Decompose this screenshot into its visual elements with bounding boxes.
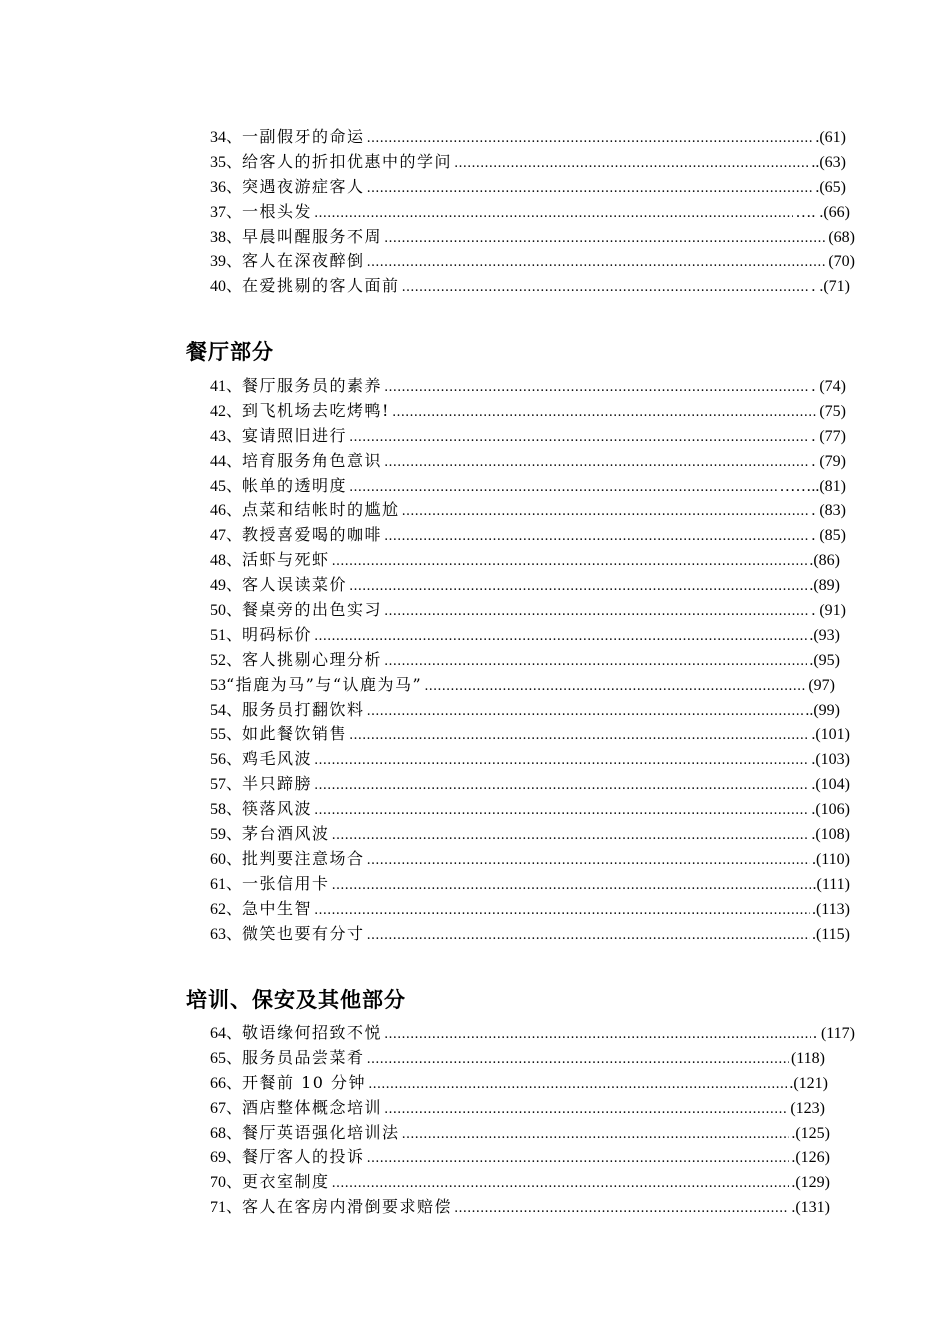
toc-entry-title: 一副假牙的命运	[242, 127, 365, 146]
toc-entry-page: .(126)	[791, 1149, 830, 1167]
toc-entry-number: 36	[210, 178, 226, 196]
toc-entry-number: 49	[210, 577, 226, 595]
toc-entry	[210, 772, 850, 797]
toc-entry-page: .(101)	[811, 726, 850, 744]
toc-entry-number: 42	[210, 402, 226, 420]
toc-entry-number: 55	[210, 726, 226, 744]
toc-leader-dots	[367, 924, 810, 949]
toc-entry-number: 70	[210, 1174, 226, 1192]
toc-entry	[210, 150, 846, 175]
toc-entry	[210, 1071, 828, 1096]
toc-leader-dots	[367, 700, 804, 725]
toc-leader-dots	[402, 1123, 790, 1148]
toc-entry-title: 服务员打翻饮料	[242, 699, 365, 719]
toc-leader-dots	[384, 376, 809, 401]
section-heading-training: 培训、保安及其他部分	[186, 988, 406, 1012]
toc-entry-title: 教授喜爱喝的咖啡	[242, 525, 383, 545]
toc-leader-dots	[384, 227, 826, 252]
toc-entry-separator: 、	[226, 276, 243, 296]
toc-leader-dots	[368, 1073, 787, 1098]
toc-entry-separator: 、	[226, 226, 243, 246]
toc-entry-separator: 、	[226, 450, 243, 470]
toc-entry-page: .(113)	[811, 900, 850, 918]
toc-entry-title: 餐厅英语强化培训法	[242, 1122, 400, 1142]
toc-entry-number: 41	[210, 378, 226, 395]
toc-entry	[210, 424, 846, 449]
toc-entry-separator: 、	[226, 600, 243, 620]
toc-entry-title: 服务员品尝菜肴	[242, 1047, 365, 1067]
toc-entry-page: . (79)	[811, 452, 846, 470]
toc-entry-page: . (85)	[811, 527, 846, 545]
toc-entry-page: .(125)	[791, 1124, 830, 1142]
toc-leader-dots	[349, 575, 807, 600]
toc-entry-number: 52	[210, 651, 226, 669]
toc-entry	[210, 847, 850, 872]
toc-entry	[210, 1046, 825, 1071]
toc-entry-title: 半只蹄膀	[242, 774, 313, 794]
toc-entry-page: .(110)	[811, 850, 850, 868]
toc-leader-dots	[384, 451, 809, 476]
toc-entry-page: .(131)	[791, 1199, 830, 1217]
toc-entry-separator: 、	[226, 824, 243, 844]
toc-entry-separator: 、	[226, 1172, 243, 1192]
toc-entry-separator: 、	[226, 251, 243, 271]
toc-entry	[210, 175, 846, 200]
toc-entry-separator: 、	[226, 848, 243, 868]
toc-entry-title: 鸡毛风波	[242, 749, 313, 769]
toc-leader-dots	[367, 127, 814, 152]
toc-entry-title: 微笑也要有分寸	[242, 923, 365, 943]
toc-entry	[210, 897, 850, 922]
toc-entry-separator: 、	[226, 1072, 243, 1092]
toc-entry-separator: 、	[226, 475, 243, 495]
toc-entry-page: . .(71)	[811, 278, 850, 296]
toc-section-front-desk	[210, 125, 860, 299]
toc-entry-title: 客人挑剔心理分析	[242, 649, 383, 669]
toc-leader-dots	[402, 500, 810, 525]
toc-entry-page: .(93)	[809, 626, 840, 644]
toc-leader-dots	[367, 1147, 790, 1172]
toc-entry-number: 35	[210, 153, 226, 171]
toc-leader-dots	[332, 874, 811, 899]
toc-entry-number: 64	[210, 1025, 226, 1042]
toc-entry-number: 40	[210, 278, 226, 296]
toc-leader-dots	[384, 525, 809, 550]
toc-entry-separator: 、	[226, 724, 243, 744]
toc-entry-number: 50	[210, 602, 226, 620]
toc-leader-dots	[314, 799, 809, 824]
toc-entry-title: 培育服务角色意识	[242, 450, 383, 470]
toc-entry-number: 58	[210, 801, 226, 819]
toc-entry	[210, 474, 846, 499]
toc-entry-number: 57	[210, 776, 226, 794]
toc-entry-page: (123)	[790, 1099, 825, 1117]
toc-entry-page: .(115)	[811, 925, 850, 943]
toc-entry-number: 66	[210, 1074, 226, 1092]
toc-entry-page: ..(99)	[805, 701, 840, 719]
toc-entry	[210, 722, 850, 747]
toc-entry-title: 酒店整体概念培训	[242, 1097, 383, 1117]
toc-leader-dots	[314, 899, 810, 924]
toc-leader-dots	[367, 251, 827, 276]
toc-entry-number: 61	[210, 875, 226, 893]
toc-entry	[210, 498, 846, 523]
toc-entry-separator: 、	[226, 1097, 243, 1117]
toc-entry	[210, 374, 846, 399]
toc-entry-title: 敬语缘何招致不悦	[242, 1023, 383, 1042]
toc-leader-dots	[314, 749, 809, 774]
toc-leader-dots	[332, 1172, 790, 1197]
toc-entry-title: 更衣室制度	[242, 1172, 330, 1192]
toc-entry-page: ……..(81)	[779, 477, 846, 495]
toc-entry-page: (75)	[819, 402, 846, 420]
toc-entry-page: .(95)	[809, 651, 840, 669]
toc-entry-title: 点菜和结帐时的尴尬	[242, 500, 400, 520]
toc-entry-title: 早晨叫醒服务不周	[242, 226, 383, 246]
toc-entry-page: .(129)	[791, 1174, 830, 1192]
toc-entry-number: 68	[210, 1124, 226, 1142]
toc-entry-separator: 、	[226, 127, 243, 146]
toc-entry	[210, 249, 855, 274]
toc-entry-number: 46	[210, 502, 226, 520]
toc-entry-separator: 、	[226, 774, 243, 794]
toc-entry	[210, 274, 850, 299]
toc-entry-separator: 、	[226, 525, 243, 545]
toc-entry-page: . (117)	[812, 1025, 855, 1042]
toc-entry	[210, 1096, 825, 1121]
toc-entry-page: (118)	[790, 1049, 825, 1067]
toc-entry	[210, 797, 850, 822]
toc-leader-dots	[454, 1197, 789, 1222]
toc-entry	[210, 225, 855, 250]
toc-entry-separator: 、	[226, 400, 243, 420]
toc-entry-separator: 、	[226, 151, 243, 171]
toc-entry-title: 餐厅服务员的素养	[242, 376, 383, 395]
toc-entry-separator: 、	[226, 1122, 243, 1142]
toc-entry-page: .(65)	[815, 178, 846, 196]
toc-entry-separator: 、	[226, 873, 243, 893]
toc-entry-number: 63	[210, 925, 226, 943]
toc-entry-page: .(86)	[809, 552, 840, 570]
toc-entry-page: …. .(66)	[795, 203, 850, 221]
toc-leader-dots	[454, 152, 809, 177]
toc-leader-dots	[424, 675, 806, 700]
toc-leader-dots	[384, 650, 807, 675]
toc-entry-title: 客人在客房内滑倒要求赔偿	[242, 1197, 453, 1217]
toc-entry-number: 43	[210, 427, 226, 445]
toc-entry-separator: 、	[226, 923, 243, 943]
toc-entry	[210, 598, 846, 623]
toc-leader-dots	[402, 276, 810, 301]
toc-entry-title: 急中生智	[242, 898, 313, 918]
toc-entry-title: 到飞机场去吃烤鸭!	[242, 400, 390, 420]
toc-entry	[210, 1021, 855, 1046]
toc-entry	[210, 200, 850, 225]
toc-entry-separator: 、	[226, 1147, 243, 1167]
toc-entry-title: 餐厅客人的投诉	[242, 1147, 365, 1167]
toc-entry-title: 餐桌旁的出色实习	[242, 600, 383, 620]
toc-leader-dots	[314, 202, 793, 227]
toc-entry-title: 给客人的折扣优惠中的学问	[242, 151, 453, 171]
toc-entry-title: 筷落风波	[242, 799, 313, 819]
toc-entry	[210, 698, 840, 723]
toc-entry-title: 客人误读菜价	[242, 575, 348, 595]
toc-entry	[210, 747, 850, 772]
toc-entry-page: . (91)	[811, 602, 846, 620]
toc-entry	[210, 523, 846, 548]
toc-entry	[210, 872, 850, 897]
toc-entry-separator: 、	[226, 898, 243, 918]
toc-entry-title: 帐单的透明度	[242, 475, 348, 495]
toc-entry-page: .(106)	[811, 801, 850, 819]
toc-entry	[210, 1195, 830, 1220]
toc-leader-dots	[332, 550, 808, 575]
toc-leader-dots	[314, 625, 807, 650]
toc-entry-separator: 、	[226, 575, 243, 595]
toc-entry	[210, 922, 850, 947]
toc-leader-dots	[314, 774, 809, 799]
toc-entry	[210, 648, 840, 673]
toc-entry-separator: 、	[226, 649, 243, 669]
toc-entry-title: 客人在深夜醉倒	[242, 251, 365, 271]
toc-entry-number: 60	[210, 850, 226, 868]
toc-entry-number: 51	[210, 626, 226, 644]
toc-entry-separator: 、	[226, 376, 243, 395]
toc-entry-page: . (74)	[811, 378, 846, 395]
toc-entry	[210, 125, 846, 150]
toc-entry-separator: 、	[226, 500, 243, 520]
toc-entry-title: 开餐前 10 分钟	[242, 1072, 367, 1092]
toc-entry-page: .(103)	[811, 751, 850, 769]
toc-entry-number: 45	[210, 477, 226, 495]
toc-entry-title: 突遇夜游症客人	[242, 176, 365, 196]
toc-entry-number: 44	[210, 452, 226, 470]
toc-entry	[210, 673, 835, 698]
toc-entry-number: 69	[210, 1149, 226, 1167]
toc-entry-separator: 、	[226, 201, 243, 221]
toc-entry-number: 71	[210, 1199, 226, 1217]
toc-entry-page: (70)	[828, 253, 855, 271]
toc-entry-title: 批判要注意场合	[242, 848, 365, 868]
toc-entry	[210, 449, 846, 474]
toc-entry-number: 37	[210, 203, 226, 221]
toc-entry-number: 39	[210, 253, 226, 271]
toc-entry-separator: 、	[226, 749, 243, 769]
toc-entry-number: 48	[210, 552, 226, 570]
toc-entry-page: .(104)	[811, 776, 850, 794]
toc-leader-dots	[349, 426, 809, 451]
toc-leader-dots	[332, 824, 810, 849]
toc-entry-separator: 、	[226, 425, 243, 445]
toc-entry-number: 54	[210, 701, 226, 719]
toc-entry	[210, 573, 840, 598]
toc-entry-page: (68)	[828, 228, 855, 246]
toc-entry-title: 如此餐饮销售	[242, 724, 348, 744]
toc-entry-page: . (83)	[811, 502, 846, 520]
toc-entry-page: (97)	[808, 676, 835, 694]
toc-entry-separator: 、	[226, 550, 243, 570]
toc-entry-title: 一根头发	[242, 201, 313, 221]
toc-entry-title: 明码标价	[242, 624, 313, 644]
toc-entry	[210, 623, 840, 648]
toc-entry-separator: 、	[226, 1197, 243, 1217]
toc-entry-number: 62	[210, 900, 226, 918]
toc-entry-number: 59	[210, 826, 226, 844]
toc-entry-page: .(111)	[812, 875, 850, 893]
toc-entry-page: .(121)	[789, 1074, 828, 1092]
toc-entry-page: .(61)	[815, 129, 846, 146]
toc-entry-separator: 、	[226, 1047, 243, 1067]
toc-entry-page: .(108)	[811, 826, 850, 844]
toc-entry-title: 一张信用卡	[242, 873, 330, 893]
toc-entry-page: .(89)	[809, 577, 840, 595]
toc-entry	[210, 822, 850, 847]
toc-entry-separator: 、	[226, 1023, 243, 1042]
toc-entry-title: 茅台酒风波	[242, 824, 330, 844]
toc-leader-dots	[367, 1048, 789, 1073]
toc-section-restaurant	[210, 374, 860, 946]
toc-entry-separator: 、	[226, 624, 243, 644]
toc-entry-number: 56	[210, 751, 226, 769]
toc-entry	[210, 1121, 830, 1146]
toc-entry-separator: 、	[226, 176, 243, 196]
toc-entry-number: 67	[210, 1099, 226, 1117]
toc-entry-number: 47	[210, 527, 226, 545]
toc-section-training	[210, 1021, 860, 1220]
toc-leader-dots	[349, 476, 777, 501]
toc-entry-separator: 、	[226, 699, 243, 719]
toc-entry-number: 53	[210, 676, 226, 694]
toc-entry	[210, 548, 840, 573]
toc-entry-page: . (77)	[811, 427, 846, 445]
toc-leader-dots	[384, 600, 809, 625]
toc-leader-dots	[384, 1098, 788, 1123]
toc-entry-separator: 、	[226, 799, 243, 819]
toc-leader-dots	[349, 724, 809, 749]
toc-leader-dots	[392, 401, 817, 426]
toc-entry-number: 65	[210, 1049, 226, 1067]
section-heading-restaurant: 餐厅部分	[186, 340, 274, 364]
toc-entry-title: “指鹿为马”与“认鹿为马”	[226, 674, 423, 694]
toc-entry	[210, 1145, 830, 1170]
toc-entry	[210, 1170, 830, 1195]
toc-entry-title: 活虾与死虾	[242, 550, 330, 570]
toc-entry-title: 在爱挑剔的客人面前	[242, 276, 400, 296]
toc-entry-title: 宴请照旧进行	[242, 425, 348, 445]
toc-leader-dots	[367, 849, 810, 874]
toc-entry-number: 34	[210, 129, 226, 146]
toc-entry-page: ..(63)	[811, 153, 846, 171]
toc-leader-dots	[367, 177, 814, 202]
toc-leader-dots	[384, 1023, 811, 1048]
toc-entry	[210, 399, 846, 424]
toc-entry-number: 38	[210, 228, 226, 246]
